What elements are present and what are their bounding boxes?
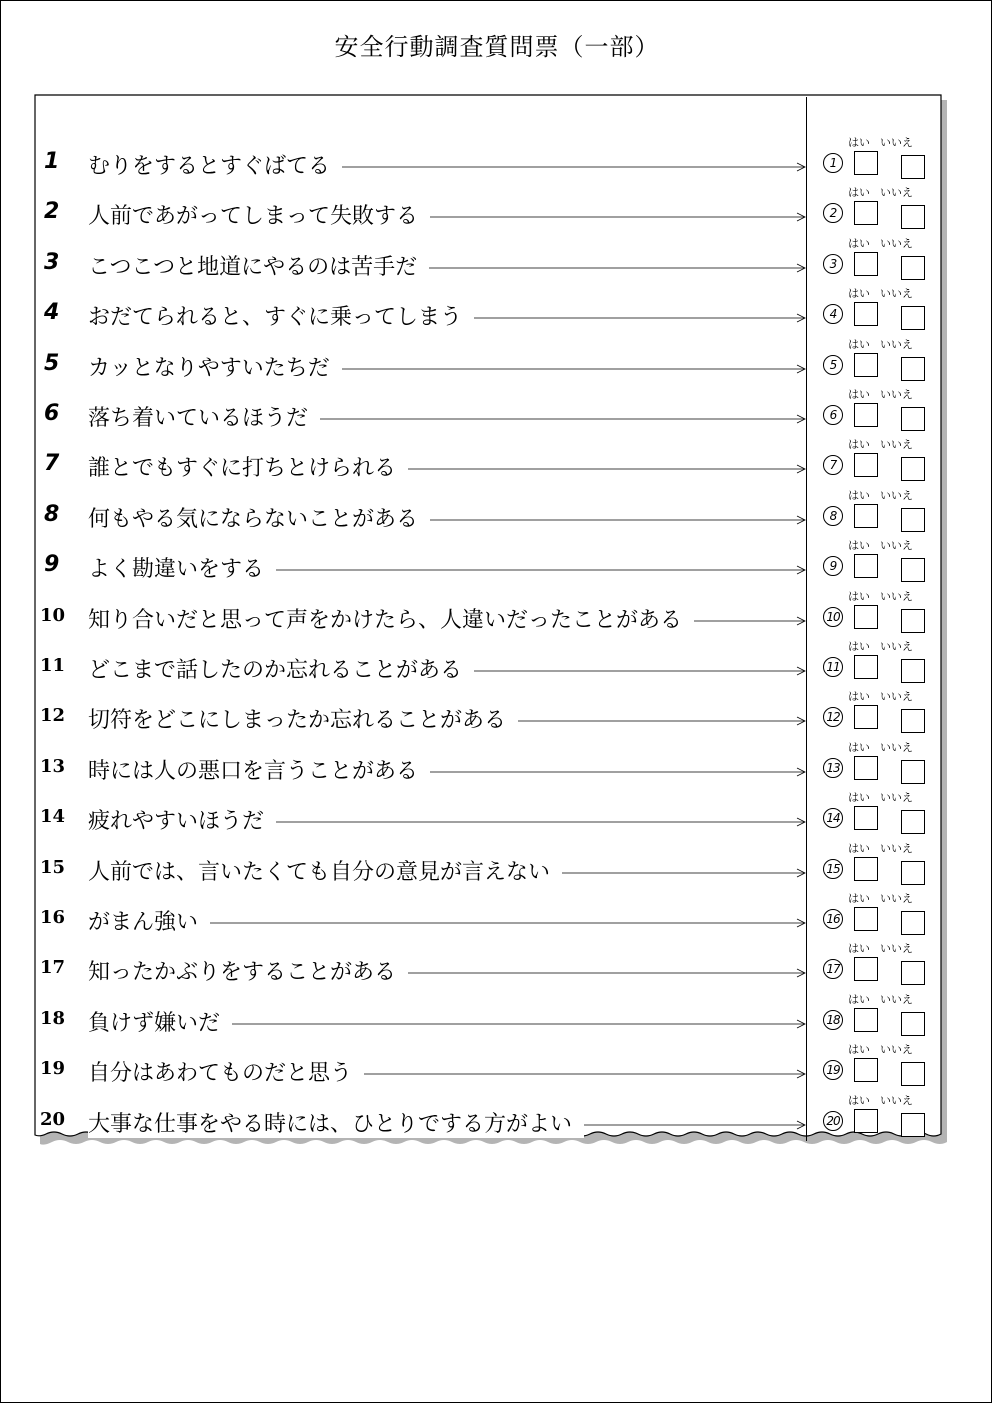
- no-checkbox[interactable]: [901, 357, 925, 381]
- question-row: [34, 640, 947, 703]
- question-number: 17: [40, 957, 66, 979]
- no-label: いいえ: [880, 539, 913, 553]
- circled-number: 3: [823, 254, 843, 274]
- no-label: いいえ: [880, 136, 913, 149]
- no-label: いいえ: [880, 1043, 913, 1057]
- circled-number: 10: [823, 607, 843, 627]
- no-label: いいえ: [880, 287, 913, 301]
- yes-label: はい: [848, 236, 870, 250]
- question-text: 切符をどこにしまったか忘れることがある: [88, 703, 518, 734]
- question-text: 自分はあわてものだと思う: [88, 1056, 364, 1087]
- circled-number: 9: [823, 556, 843, 576]
- no-checkbox[interactable]: [901, 558, 925, 582]
- question-row: [34, 186, 947, 249]
- circled-number: 6: [823, 405, 843, 425]
- no-label: いいえ: [880, 690, 913, 704]
- question-number: 20: [40, 1108, 66, 1130]
- yes-checkbox[interactable]: [854, 857, 878, 881]
- question-row: [34, 136, 947, 199]
- no-checkbox[interactable]: [901, 810, 925, 834]
- circled-number: 7: [823, 455, 843, 475]
- question-text: 疲れやすいほうだ: [88, 804, 276, 835]
- no-label: いいえ: [880, 992, 913, 1006]
- yes-checkbox[interactable]: [854, 453, 878, 477]
- question-text: 負けず嫌いだ: [88, 1006, 232, 1037]
- yes-checkbox[interactable]: [854, 1008, 878, 1032]
- question-text: おだてられると、すぐに乗ってしまう: [88, 300, 474, 331]
- no-checkbox[interactable]: [901, 1012, 925, 1036]
- circled-number: 11: [823, 657, 843, 677]
- yes-checkbox[interactable]: [854, 756, 878, 780]
- yes-checkbox[interactable]: [854, 655, 878, 679]
- question-number: 4: [44, 300, 60, 326]
- no-checkbox[interactable]: [901, 155, 925, 179]
- question-row: [34, 337, 947, 401]
- no-label: いいえ: [880, 942, 913, 956]
- yes-label: はい: [848, 539, 870, 553]
- question-row: [34, 992, 947, 1056]
- question-number: 13: [40, 755, 66, 777]
- no-label: いいえ: [880, 438, 913, 452]
- questionnaire-frame: [34, 94, 947, 1169]
- circled-number: 1: [823, 153, 843, 173]
- yes-label: はい: [848, 388, 870, 401]
- question-number: 7: [44, 451, 60, 477]
- no-label: いいえ: [880, 640, 913, 653]
- no-checkbox[interactable]: [901, 407, 925, 431]
- no-label: いいえ: [880, 1093, 913, 1107]
- question-text: 人前では、言いたくても自分の意見が言えない: [88, 855, 562, 886]
- yes-label: はい: [848, 589, 870, 603]
- question-text: むりをするとすぐばてる: [88, 149, 342, 180]
- yes-checkbox[interactable]: [854, 1058, 878, 1082]
- question-row: [34, 892, 947, 955]
- yes-checkbox[interactable]: [854, 151, 878, 175]
- question-row: [34, 438, 947, 501]
- yes-checkbox[interactable]: [854, 705, 878, 729]
- yes-label: はい: [848, 841, 870, 855]
- no-checkbox[interactable]: [901, 911, 925, 935]
- question-number: 9: [44, 552, 60, 578]
- question-text: カッとなりやすいたちだ: [88, 351, 342, 382]
- no-checkbox[interactable]: [901, 1113, 925, 1137]
- question-row: [34, 791, 947, 854]
- question-text: 知ったかぶりをすることがある: [88, 955, 408, 986]
- question-row: [34, 942, 947, 1005]
- yes-checkbox[interactable]: [854, 302, 878, 326]
- question-row: [34, 841, 947, 905]
- question-row: [34, 287, 947, 350]
- no-checkbox[interactable]: [901, 508, 925, 532]
- no-label: いいえ: [880, 740, 913, 754]
- question-text: 知り合いだと思って声をかけたら、人違いだったことがある: [88, 603, 694, 634]
- no-checkbox[interactable]: [901, 760, 925, 784]
- yes-label: はい: [848, 287, 870, 301]
- yes-label: はい: [848, 992, 870, 1006]
- question-text: 人前であがってしまって失敗する: [88, 199, 430, 230]
- question-text: こつこつと地道にやるのは苦手だ: [88, 250, 429, 281]
- yes-label: はい: [848, 488, 870, 502]
- yes-label: はい: [848, 740, 870, 754]
- circled-number: 16: [823, 909, 843, 929]
- yes-label: はい: [848, 438, 870, 452]
- question-row: [34, 488, 947, 552]
- question-text: 大事な仕事をやる時には、ひとりでする方がよい: [88, 1107, 584, 1138]
- question-number: 2: [44, 199, 60, 225]
- yes-label: はい: [848, 791, 870, 805]
- yes-label: はい: [848, 337, 870, 351]
- question-number: 6: [44, 401, 60, 426]
- yes-checkbox[interactable]: [854, 1109, 878, 1133]
- circled-number: 14: [823, 808, 843, 828]
- question-text: がまん強い: [88, 905, 210, 936]
- question-number: 19: [40, 1058, 66, 1080]
- no-checkbox[interactable]: [901, 961, 925, 985]
- question-text: 誰とでもすぐに打ちとけられる: [88, 451, 408, 482]
- yes-checkbox[interactable]: [854, 907, 878, 931]
- yes-label: はい: [848, 136, 870, 149]
- question-number: 15: [40, 856, 66, 878]
- question-row: [34, 690, 947, 753]
- yes-checkbox[interactable]: [854, 554, 878, 578]
- question-row: [34, 740, 947, 804]
- question-row: [34, 1093, 947, 1157]
- question-text: 時には人の悪口を言うことがある: [88, 754, 430, 785]
- circled-number: 4: [823, 304, 843, 324]
- yes-checkbox[interactable]: [854, 252, 878, 276]
- circled-number: 20: [823, 1111, 843, 1131]
- no-checkbox[interactable]: [901, 457, 925, 481]
- question-number: 18: [40, 1007, 66, 1029]
- circled-number: 2: [823, 203, 843, 223]
- yes-checkbox[interactable]: [854, 957, 878, 981]
- yes-label: はい: [848, 186, 870, 200]
- question-number: 8: [44, 501, 60, 527]
- yes-checkbox[interactable]: [854, 353, 878, 377]
- no-label: いいえ: [880, 589, 913, 603]
- question-number: 1: [44, 149, 60, 174]
- question-text: どこまで話したのか忘れることがある: [88, 653, 474, 684]
- no-label: いいえ: [880, 791, 913, 805]
- yes-label: はい: [848, 1043, 870, 1057]
- no-checkbox[interactable]: [901, 256, 925, 280]
- circled-number: 17: [823, 959, 843, 979]
- question-number: 3: [44, 249, 60, 275]
- no-label: いいえ: [880, 488, 913, 502]
- yes-checkbox[interactable]: [854, 806, 878, 830]
- question-row: [34, 388, 947, 451]
- no-label: いいえ: [880, 337, 913, 351]
- question-row: [34, 1043, 947, 1106]
- no-checkbox[interactable]: [901, 306, 925, 330]
- question-number: 10: [40, 604, 66, 626]
- circled-number: 8: [823, 506, 843, 526]
- no-checkbox[interactable]: [901, 709, 925, 733]
- question-text: よく勘違いをする: [88, 552, 276, 583]
- no-checkbox[interactable]: [901, 659, 925, 683]
- circled-number: 19: [823, 1060, 843, 1080]
- no-checkbox[interactable]: [901, 609, 925, 633]
- yes-label: はい: [848, 640, 870, 653]
- question-number: 14: [40, 806, 66, 828]
- question-row: [34, 539, 947, 602]
- no-label: いいえ: [880, 841, 913, 855]
- question-number: 5: [44, 350, 60, 376]
- question-number: 16: [40, 907, 66, 928]
- yes-checkbox[interactable]: [854, 605, 878, 629]
- yes-checkbox[interactable]: [854, 403, 878, 427]
- question-number: 11: [40, 655, 66, 676]
- page-title: 安全行動調査質問票（一部）: [334, 33, 660, 61]
- circled-number: 13: [823, 758, 843, 778]
- yes-label: はい: [848, 690, 870, 704]
- no-label: いいえ: [880, 388, 913, 401]
- yes-label: はい: [848, 892, 870, 905]
- circled-number: 12: [823, 707, 843, 727]
- no-label: いいえ: [880, 236, 913, 250]
- circled-number: 15: [823, 859, 843, 879]
- no-checkbox[interactable]: [901, 861, 925, 885]
- circled-number: 5: [823, 355, 843, 375]
- yes-label: はい: [848, 942, 870, 956]
- question-text: 何もやる気にならないことがある: [88, 502, 430, 533]
- no-label: いいえ: [880, 892, 913, 905]
- question-text: 落ち着いているほうだ: [88, 401, 320, 432]
- no-label: いいえ: [880, 186, 913, 200]
- circled-number: 18: [823, 1010, 843, 1030]
- question-row: [34, 236, 947, 300]
- yes-label: はい: [848, 1093, 870, 1107]
- yes-checkbox[interactable]: [854, 201, 878, 225]
- no-checkbox[interactable]: [901, 205, 925, 229]
- question-row: [34, 589, 947, 653]
- question-number: 12: [40, 705, 66, 727]
- yes-checkbox[interactable]: [854, 504, 878, 528]
- no-checkbox[interactable]: [901, 1062, 925, 1086]
